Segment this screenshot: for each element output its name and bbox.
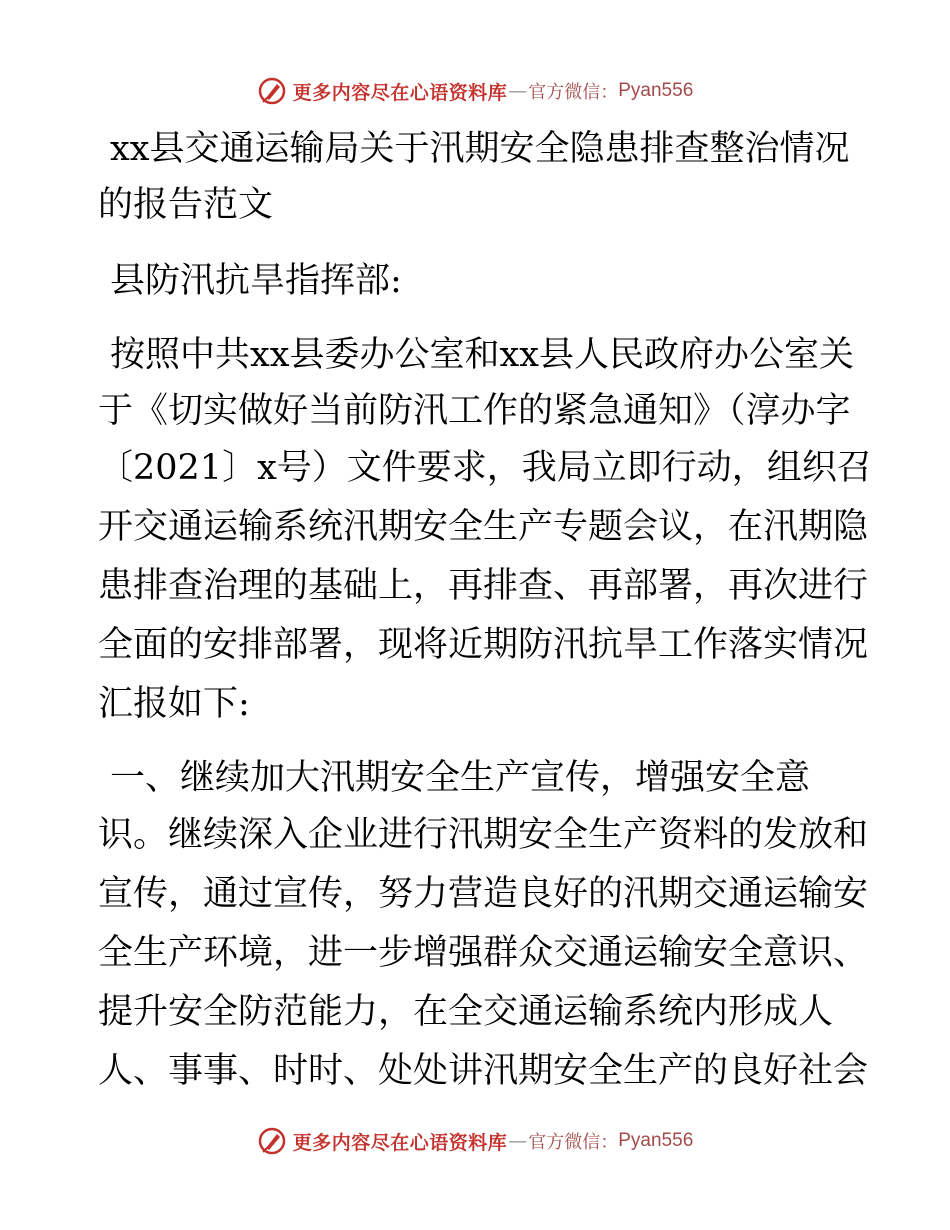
paragraph2-line-6: 人、事事、时时、处处讲汛期安全生产的良好社会	[98, 1051, 869, 1091]
watermark-text: 更多内容尽在心语资料库	[292, 1131, 508, 1154]
paragraph2-line-4: 全生产环境，进一步增强群众交通运输安全意识、	[98, 933, 869, 973]
paragraph2-line-1: 一、继续加大汛期安全生产宣传，增强安全意	[110, 758, 811, 798]
footer-watermark	[0, 1121, 950, 1161]
quill-logo-icon	[257, 76, 287, 106]
paragraph2-line-3: 宣传，通过宣传，努力营造良好的汛期交通运输安	[98, 874, 869, 914]
paragraph2-line-5: 提升安全防范能力，在全交通运输系统内形成人	[98, 992, 834, 1032]
header-watermark	[0, 71, 950, 111]
salutation: 县防汛抗旱指挥部:	[110, 261, 402, 301]
paragraph1-line-5: 患排查治理的基础上，再排查、再部署，再次进行	[98, 566, 869, 606]
watermark-text: 更多内容尽在心语资料库	[292, 81, 508, 104]
paragraph1-line-3: 〔2021〕x号）文件要求，我局立即行动，组织召	[98, 448, 872, 488]
quill-logo-icon	[257, 1126, 287, 1156]
paragraph1-line-7: 汇报如下:	[98, 684, 250, 724]
document-title-line-2: 的报告范文	[98, 185, 274, 225]
paragraph2-line-2: 识。继续深入企业进行汛期安全生产资料的发放和	[98, 815, 869, 855]
watermark-handle: Pyan556	[618, 80, 694, 101]
paragraph1-line-4: 开交通运输系统汛期安全生产专题会议，在汛期隐	[98, 507, 869, 547]
paragraph1-line-1: 按照中共xx县委办公室和xx县人民政府办公室关	[110, 335, 854, 375]
watermark-separator: —	[508, 1130, 528, 1152]
watermark-sub: 官方微信：	[528, 82, 619, 103]
watermark-separator: —	[508, 80, 528, 102]
document-title-line-1: xx县交通运输局关于汛期安全隐患排查整治情况	[110, 129, 850, 169]
paragraph1-line-2: 于《切实做好当前防汛工作的紧急通知》（淳办字	[98, 391, 851, 431]
watermark-sub: 官方微信：	[528, 1132, 619, 1153]
watermark-handle: Pyan556	[618, 1130, 694, 1151]
paragraph1-line-6: 全面的安排部署，现将近期防汛抗旱工作落实情况	[98, 625, 869, 665]
